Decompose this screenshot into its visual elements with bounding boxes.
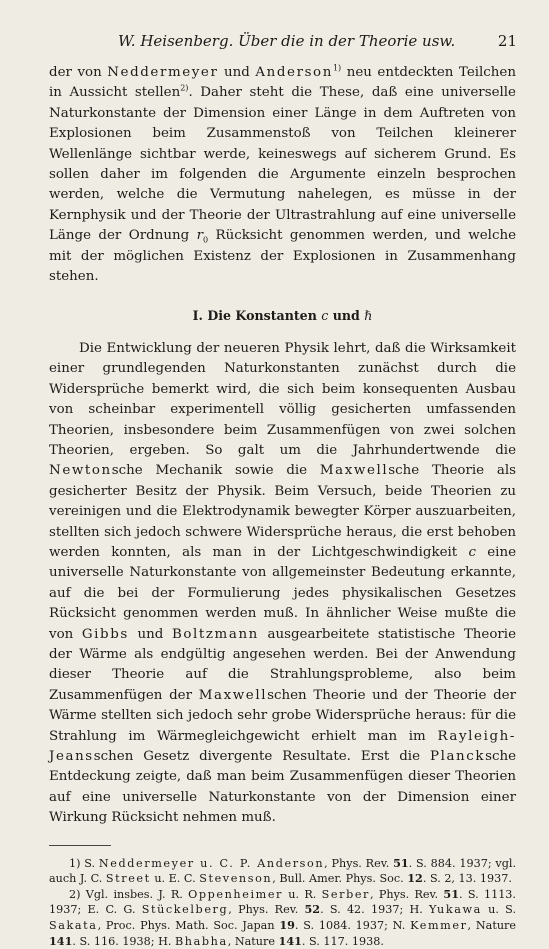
text-run: sche Mechanik sowie die	[111, 463, 320, 479]
text-run: 2) Vgl. insbes. J. R.	[69, 887, 189, 901]
text-run: schen Theorie und der Theorie der Wärme stellten sich jedoch sehr grobe Widersprüche heraus: für die Strahlung im Wärmegleichgewicht erhielt man im	[49, 687, 516, 744]
person-name: Planck	[429, 749, 486, 764]
text-run: , Bull. Amer. Phys. Soc.	[272, 872, 408, 886]
text-run: Rücksicht genommen werden, und welche mit der möglichen Existenz der Explosionen in Zusammenhang stehen.	[49, 228, 516, 285]
text-run: sche Theorie als gesicherter Besitz der Physik. Beim Versuch, beide Theorien zu vereinigen und die Elektrodynamik bewegter Körper auszuarbeiten, stellten sich jedoch schwere Widersprüche heraus, die erst behoben werden konnten, als man in der Lichtgeschwindigkeit	[49, 463, 516, 560]
footnote-ref-1: 1)	[332, 63, 342, 73]
text-run: , Phys. Rev.	[228, 903, 305, 917]
footnote-divider	[49, 845, 111, 846]
text-run: . S. 117. 1938.	[301, 934, 384, 948]
person-name: Boltzmann	[171, 626, 259, 642]
text-run: , Phys. Rev.	[324, 856, 394, 870]
person-name: Stevenson	[199, 872, 273, 886]
text-run: . S. 1113. 1937; E. C. G.	[49, 887, 516, 917]
volume-number: 141	[49, 933, 73, 948]
text-run: . S. 42. 1937; H.	[320, 903, 430, 917]
volume-number: 51	[443, 886, 459, 901]
person-name: Gibbs	[81, 626, 129, 642]
volume-number: 12	[407, 871, 423, 886]
text-run: u. R.	[283, 887, 322, 901]
page-body	[49, 63, 516, 949]
text-run: neu entdeckten Teilchen in Aussicht stellen	[49, 65, 516, 101]
running-head: W. Heisenberg. Über die in der Theorie usw.	[118, 32, 456, 50]
author-name: Anderson	[255, 65, 333, 80]
text-run: , Phys. Rev.	[370, 887, 444, 901]
text-run: , Proc. Phys. Math. Soc. Japan	[97, 919, 280, 932]
person-name: Neddermeyer u. C. P. Anderson	[98, 856, 325, 870]
text-run: . S. 884. 1937; vgl. auch J. C.	[49, 856, 517, 886]
text-run: . Daher steht die These, daß eine universelle Naturkonstante der Dimension einer Länge in dem Auftreten von Explosionen beim Zusammenstoß von Teilchen kleinerer Wellenlänge sichtbar werde, keineswegs auf sicherem Grund. Es sollen daher im folgenden die Argumente einzeln besprochen werden, welche die Vermutung nahelegen, es müsse in der Kernphysik und der Theorie der Ultrastrahlung auf eine universelle Länge der Ordnung	[49, 85, 516, 244]
person-name: Stückelberg	[141, 903, 229, 917]
person-name: Yukawa	[429, 903, 482, 917]
text-run: eine universelle Naturkonstante von allgemeinster Bedeutung erkannte, auf die bei der Formulierung jedes physikalischen Gesetzes Rücksicht genommen werden muß. In ähnlicher Weise mußte die von	[49, 544, 516, 642]
section-heading	[49, 306, 516, 326]
variable-subscript: 0	[202, 235, 209, 245]
person-name: Sakata	[49, 919, 98, 932]
footnotes	[49, 856, 516, 949]
text-run: . S. 116. 1938; H.	[72, 934, 175, 948]
text-run: , Nature	[227, 934, 279, 948]
volume-number: 141	[278, 933, 302, 948]
text-run: und	[128, 626, 172, 642]
person-name: Kemmer	[410, 919, 468, 932]
text-run: ausgearbeitete statistische Theorie der Wärme als endgültig angesehen werden. Bei der Anwendung dieser Theorie auf die Strahlungsprobleme, also beim Zusammenfügen der	[49, 626, 516, 703]
heading-text: und	[328, 308, 365, 324]
volume-number: 51	[393, 855, 409, 870]
person-name: Newton	[49, 463, 112, 479]
author-name: Neddermeyer	[107, 65, 219, 80]
text-run: sche Entdeckung zeigte, daß man beim Zusammenfügen dieser Theorien auf eine universelle Naturkonstante von der Dimension einer Wirkung Rücksicht nehmen muß.	[49, 749, 516, 826]
variable-c: c	[468, 544, 476, 560]
footnote-ref-2: 2)	[180, 83, 189, 93]
person-name: Street	[105, 872, 151, 886]
main-paragraph	[49, 339, 516, 829]
page-header	[50, 32, 517, 50]
text-run: , Nature	[467, 919, 516, 932]
variable-r: r	[196, 228, 203, 244]
text-run: . S. 1084. 1937; N.	[294, 919, 411, 932]
person-name: Maxwell	[319, 463, 389, 479]
person-name: Rayleigh-Jeans	[49, 728, 516, 764]
person-name: Bhabha	[174, 934, 228, 948]
heading-symbol-hbar: ℏ	[364, 308, 373, 324]
person-name: Maxwell	[198, 687, 268, 703]
page-number: 21	[497, 32, 517, 50]
volume-number: 19	[279, 918, 295, 932]
heading-symbol-c: c	[321, 308, 329, 324]
text-run: u. E. C.	[150, 872, 200, 886]
text-run: Die Entwicklung der neueren Physik lehrt, daß die Wirksamkeit einer grundlegenden Naturkonstanten zunächst durch die Widersprüche bemerkt wird, die sich beim konsequenten Ausbau von scheinbar experimentell völlig gesicherten umfassenden Theorien, insbesondere beim Zusammenfügen von zwei solchen Theorien, ergeben. So galt um die Jahrhundertwende die	[49, 340, 516, 458]
footnote-2	[49, 887, 516, 949]
heading-text: I. Die Konstanten	[192, 308, 322, 324]
text-run: schen Gesetz divergente Resultate. Erst die	[93, 749, 430, 764]
text-run: u. S.	[481, 903, 517, 917]
footnote-1	[49, 856, 516, 887]
text-run: und	[218, 65, 256, 80]
text-run: 1) S.	[69, 856, 99, 870]
person-name: Oppenheimer	[188, 887, 283, 901]
intro-paragraph	[49, 63, 516, 287]
volume-number: 52	[304, 902, 321, 917]
text-run: . S. 2, 13. 1937.	[422, 872, 512, 886]
text-run: der von	[49, 65, 108, 80]
person-name: Serber	[321, 887, 371, 901]
